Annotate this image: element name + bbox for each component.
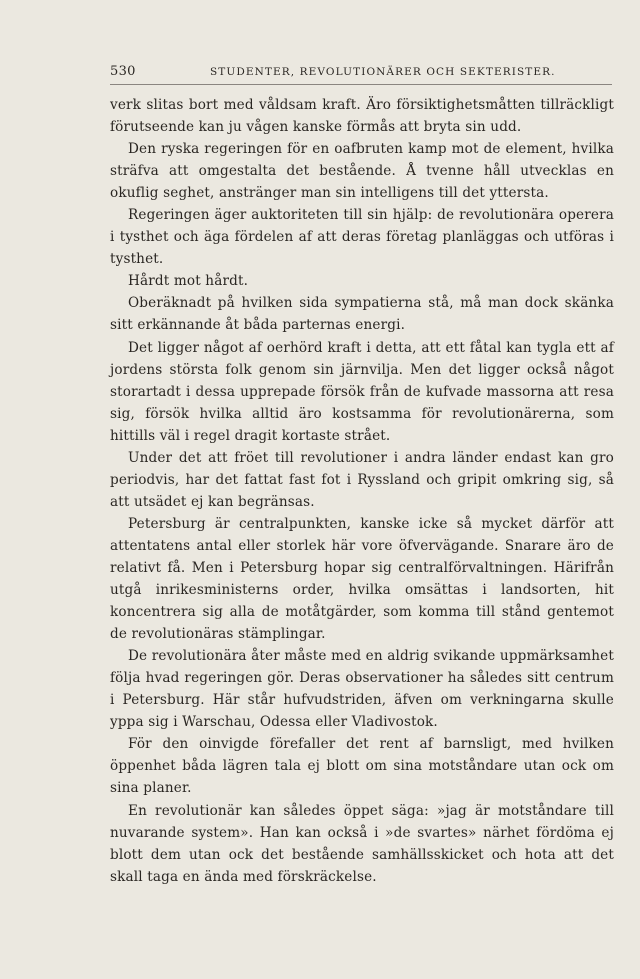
paragraph: En revolutionär kan således öppet säga: »jag är motståndare till nuvarande system». Han kan också i »de svartes» närhet fördöma ej blott dem utan ock det bestående samhällsskicket och hota att det skall taga en ända med förskräckelse. — [110, 802, 614, 885]
header-rule — [110, 84, 612, 85]
paragraph: verk slitas bort med våldsam kraft. Äro försiktighetsmåtten tillräckligt förutseende kan ju vågen kanske förmås att bryta sin udd. — [110, 97, 614, 136]
paragraph: De revolutionära åter måste med en aldrig svikande uppmärksamhet följa hvad regeringen gör. Deras observationer ha således sitt centrum i Petersburg. Här står hufvudstriden, äfven om verkningarna skulle yppa sig i Warschau, Odessa eller Vladivostok. — [110, 648, 614, 731]
paragraph: Den ryska regeringen för en oafbruten kamp mot de element, hvilka sträfva att omgestalta det bestående. Å tvenne håll utvecklas en okuflig seghet, anstränger man sin intelligens till det yttersta. — [110, 141, 614, 202]
page-number: 530 — [110, 64, 136, 79]
paragraph: Under det att fröet till revolutioner i andra länder endast kan gro periodvis, har det fattat fast fot i Ryssland och gripit omkring sig, så att utsädet ej kan begränsas. — [110, 449, 614, 510]
paragraph: Det ligger något af oerhörd kraft i detta, att ett fåtal kan tygla ett af jordens största folk genom sin järnvilja. Men det ligger också något storartadt i dessa upprepade försök från de kufvade massorna att resa sig, försök hvilka alltid äro kostsamma för revolutionärerna, som hittills väl i regel dragit kortaste strået. — [110, 339, 614, 444]
paragraph: Hårdt mot hårdt. — [128, 273, 249, 290]
running-title: STUDENTER, REVOLUTIONÄRER OCH SEKTERISTER. — [210, 66, 556, 78]
paragraph: För den oinvigde förefaller det rent af barnsligt, med hvilken öppenhet båda lägren tala ej blott om sina motståndare utan ock om sina planer. — [110, 736, 614, 797]
paragraph: Petersburg är centralpunkten, kanske icke så mycket därför att attentatens antal eller storlek här vore öfvervägande. Snarare äro de relativt få. Men i Petersburg hopar sig centralförvaltningen. Härifrån utgå inrikesministerns order, hvilka omsättas i landsorten, hit koncentrera sig alla de motåtgärder, som komma till stånd gentemot de revolutionäras stämplingar. — [110, 515, 614, 643]
paragraph: Oberäknadt på hvilken sida sympatierna stå, må man dock skänka sitt erkännande åt båda parternas energi. — [110, 295, 614, 334]
paragraph: Regeringen äger auktoriteten till sin hjälp: de revolutionära operera i tysthet och äga fördelen af att deras företag planläggas och utföras i tysthet. — [110, 207, 614, 268]
page-header — [110, 64, 614, 82]
body-text — [110, 94, 614, 888]
